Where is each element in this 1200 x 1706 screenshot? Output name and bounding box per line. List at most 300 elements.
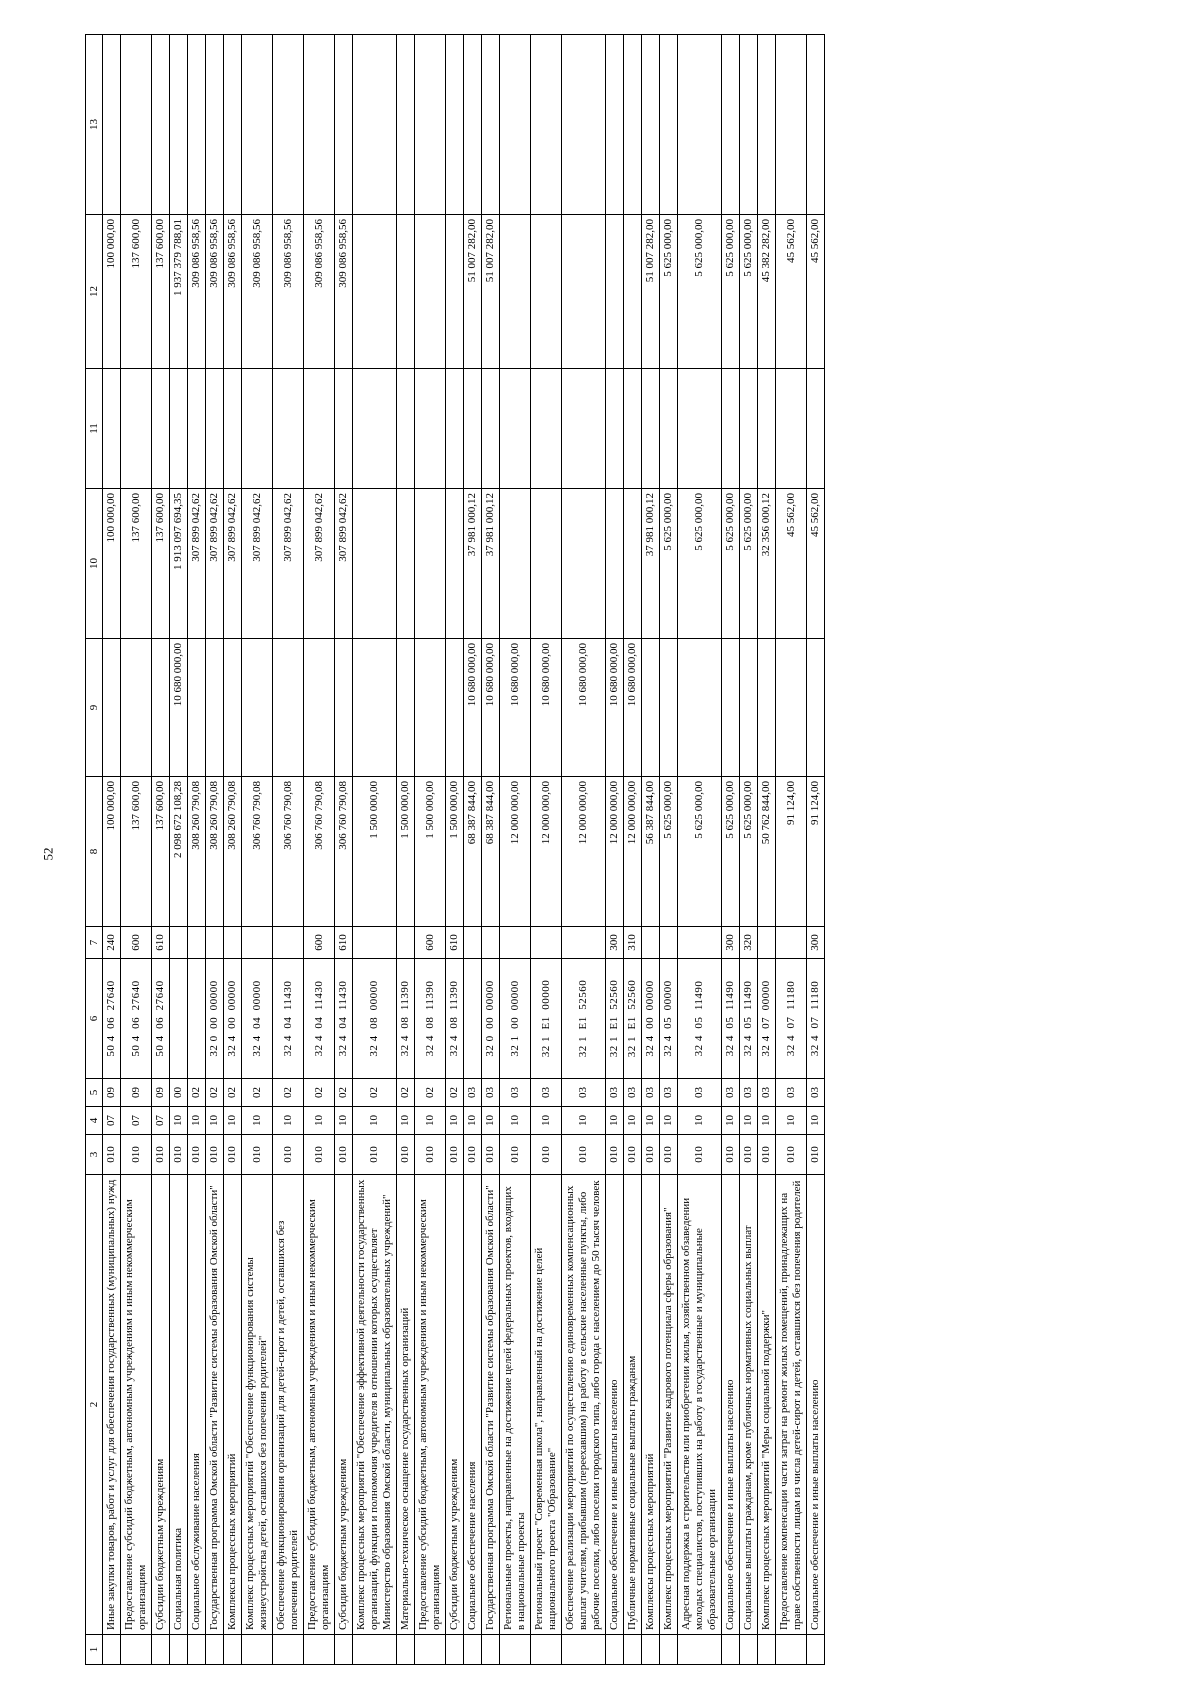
row-index-cell	[776, 1635, 807, 1665]
amount-col11-cell	[397, 369, 415, 489]
col-header: 10	[86, 489, 103, 639]
amount-col12-cell: 5 625 000,00	[722, 215, 740, 369]
table-row	[446, 35, 464, 1665]
amount-col8-cell: 1 500 000,00	[415, 777, 446, 927]
target-article-cell: 50 4 06 27640	[121, 959, 152, 1079]
amount-col10-cell	[397, 489, 415, 639]
amount-col12-cell: 309 086 958,56	[273, 215, 304, 369]
amount-col8-cell: 5 625 000,00	[740, 777, 758, 927]
table-row	[224, 35, 242, 1665]
target-article-cell: 32 4 08 11390	[397, 959, 415, 1079]
chapter-code-cell: 10	[446, 1107, 464, 1135]
row-name-cell: Предоставление субсидий бюджетным, автономным учреждениям и иным некоммерческим организациям	[415, 1175, 446, 1635]
amount-col8-cell: 137 600,00	[152, 777, 170, 927]
chapter-code-cell: 10	[776, 1107, 807, 1135]
amount-col12-cell: 309 086 958,56	[304, 215, 335, 369]
chapter-code-cell: 10	[606, 1107, 624, 1135]
amount-col13-cell	[152, 35, 170, 215]
row-index-cell	[353, 1635, 397, 1665]
amount-col9-cell: 10 680 000,00	[531, 639, 562, 777]
row-index-cell	[304, 1635, 335, 1665]
chapter-code-cell: 10	[224, 1107, 242, 1135]
row-name-cell: Комплекс процессных мероприятий "Обеспечение эффективной деятельности государственных организаций, функции и полномочия учредителя в отношении которых осуществляет Министерство образования Омской области, муниципальных образовательных учреждений"	[353, 1175, 397, 1635]
amount-col12-cell: 51 007 282,00	[464, 215, 482, 369]
rotated-budget-table-container	[85, 35, 1165, 1665]
amount-col10-cell: 307 899 042,62	[242, 489, 273, 639]
row-name-cell: Комплекс процессных мероприятий "Обеспечение функционирования системы жизнеустройства детей, оставшихся без попечения родителей"	[242, 1175, 273, 1635]
chapter-code-cell: 10	[415, 1107, 446, 1135]
amount-col13-cell	[531, 35, 562, 215]
amount-col10-cell: 32 356 000,12	[758, 489, 776, 639]
table-row	[121, 35, 152, 1665]
expense-type-cell	[482, 927, 500, 959]
amount-col13-cell	[188, 35, 206, 215]
col-header: 2	[86, 1175, 103, 1635]
amount-col11-cell	[121, 369, 152, 489]
amount-col8-cell: 50 762 844,00	[758, 777, 776, 927]
chapter-code-cell: 10	[464, 1107, 482, 1135]
row-name-cell: Предоставление субсидий бюджетным, автономным учреждениям и иным некоммерческим организациям	[121, 1175, 152, 1635]
amount-col9-cell	[188, 639, 206, 777]
amount-col10-cell	[531, 489, 562, 639]
amount-col13-cell	[353, 35, 397, 215]
expense-type-cell	[273, 927, 304, 959]
table-row	[740, 35, 758, 1665]
amount-col13-cell	[500, 35, 531, 215]
row-name-cell: Региональные проекты, направленные на достижение целей федеральных проектов, входящих в национальные проекты	[500, 1175, 531, 1635]
amount-col9-cell	[353, 639, 397, 777]
amount-col8-cell: 1 500 000,00	[353, 777, 397, 927]
subsection-code-cell: 09	[103, 1079, 121, 1107]
amount-col11-cell	[500, 369, 531, 489]
amount-col12-cell: 51 007 282,00	[642, 215, 660, 369]
amount-col10-cell: 1 913 097 694,35	[170, 489, 188, 639]
amount-col13-cell	[335, 35, 353, 215]
target-article-cell: 32 4 08 00000	[353, 959, 397, 1079]
amount-col12-cell	[624, 215, 642, 369]
table-row	[482, 35, 500, 1665]
expense-type-cell: 300	[807, 927, 825, 959]
amount-col9-cell: 10 680 000,00	[464, 639, 482, 777]
target-article-cell: 32 4 05 11490	[678, 959, 722, 1079]
amount-col9-cell	[660, 639, 678, 777]
section-code-cell: 010	[446, 1135, 464, 1175]
amount-col10-cell: 45 562,00	[776, 489, 807, 639]
expense-type-cell: 320	[740, 927, 758, 959]
col-header: 13	[86, 35, 103, 215]
table-row	[624, 35, 642, 1665]
amount-col9-cell	[242, 639, 273, 777]
target-article-cell	[464, 959, 482, 1079]
amount-col8-cell: 12 000 000,00	[562, 777, 606, 927]
amount-col13-cell	[206, 35, 224, 215]
expense-type-cell: 610	[335, 927, 353, 959]
table-row	[415, 35, 446, 1665]
row-name-cell: Предоставление компенсации части затрат на ремонт жилых помещений, принадлежащих на праве собственности лицам из числа детей-сирот и детей, оставшихся без попечения родителей	[776, 1175, 807, 1635]
amount-col10-cell: 5 625 000,00	[740, 489, 758, 639]
amount-col8-cell: 5 625 000,00	[722, 777, 740, 927]
amount-col12-cell: 5 625 000,00	[660, 215, 678, 369]
row-index-cell	[740, 1635, 758, 1665]
amount-col9-cell	[678, 639, 722, 777]
budget-table	[85, 34, 825, 1665]
amount-col12-cell: 5 625 000,00	[740, 215, 758, 369]
row-name-cell: Комплекс процессных мероприятий "Меры социальной поддержки"	[758, 1175, 776, 1635]
amount-col8-cell: 12 000 000,00	[531, 777, 562, 927]
amount-col9-cell	[446, 639, 464, 777]
amount-col11-cell	[531, 369, 562, 489]
row-index-cell	[562, 1635, 606, 1665]
amount-col11-cell	[242, 369, 273, 489]
amount-col8-cell: 68 387 844,00	[482, 777, 500, 927]
row-name-cell: Социальное обеспечение и иные выплаты населению	[807, 1175, 825, 1635]
subsection-code-cell: 03	[776, 1079, 807, 1107]
amount-col9-cell: 10 680 000,00	[606, 639, 624, 777]
row-index-cell	[758, 1635, 776, 1665]
amount-col9-cell	[722, 639, 740, 777]
row-index-cell	[415, 1635, 446, 1665]
chapter-code-cell: 10	[353, 1107, 397, 1135]
amount-col10-cell: 307 899 042,62	[335, 489, 353, 639]
col-header: 7	[86, 927, 103, 959]
chapter-code-cell: 10	[482, 1107, 500, 1135]
amount-col8-cell: 308 260 790,08	[224, 777, 242, 927]
subsection-code-cell: 03	[482, 1079, 500, 1107]
target-article-cell: 50 4 06 27640	[103, 959, 121, 1079]
chapter-code-cell: 10	[170, 1107, 188, 1135]
subsection-code-cell: 03	[500, 1079, 531, 1107]
amount-col11-cell	[304, 369, 335, 489]
amount-col10-cell: 307 899 042,62	[206, 489, 224, 639]
amount-col12-cell	[446, 215, 464, 369]
section-code-cell: 010	[722, 1135, 740, 1175]
amount-col9-cell	[740, 639, 758, 777]
row-name-cell: Субсидии бюджетным учреждениям	[446, 1175, 464, 1635]
amount-col13-cell	[722, 35, 740, 215]
row-index-cell	[335, 1635, 353, 1665]
amount-col13-cell	[415, 35, 446, 215]
row-index-cell	[531, 1635, 562, 1665]
amount-col10-cell: 100 000,00	[103, 489, 121, 639]
expense-type-cell	[776, 927, 807, 959]
amount-col9-cell	[776, 639, 807, 777]
amount-col10-cell: 307 899 042,62	[304, 489, 335, 639]
amount-col12-cell: 45 562,00	[807, 215, 825, 369]
subsection-code-cell: 09	[152, 1079, 170, 1107]
target-article-cell	[170, 959, 188, 1079]
amount-col8-cell: 68 387 844,00	[464, 777, 482, 927]
amount-col11-cell	[273, 369, 304, 489]
row-name-cell: Субсидии бюджетным учреждениям	[152, 1175, 170, 1635]
section-code-cell: 010	[224, 1135, 242, 1175]
amount-col13-cell	[776, 35, 807, 215]
chapter-code-cell: 10	[500, 1107, 531, 1135]
target-article-cell: 32 4 04 00000	[242, 959, 273, 1079]
amount-col10-cell	[606, 489, 624, 639]
table-row	[103, 35, 121, 1665]
target-article-cell: 32 4 07 11180	[807, 959, 825, 1079]
amount-col9-cell: 10 680 000,00	[500, 639, 531, 777]
section-code-cell: 010	[482, 1135, 500, 1175]
table-row	[206, 35, 224, 1665]
amount-col10-cell: 37 981 000,12	[642, 489, 660, 639]
amount-col13-cell	[807, 35, 825, 215]
amount-col12-cell: 309 086 958,56	[242, 215, 273, 369]
target-article-cell: 32 1 E1 00000	[531, 959, 562, 1079]
chapter-code-cell: 10	[304, 1107, 335, 1135]
subsection-code-cell: 03	[740, 1079, 758, 1107]
row-name-cell: Предоставление субсидий бюджетным, автономным учреждениям и иным некоммерческим организациям	[304, 1175, 335, 1635]
amount-col12-cell: 309 086 958,56	[188, 215, 206, 369]
section-code-cell: 010	[807, 1135, 825, 1175]
table-row	[335, 35, 353, 1665]
row-name-cell: Обеспечение реализации мероприятий по осуществлению единовременных компенсационных выплат учителям, прибывшим (переехавшим) на работу в сельские населенные пункты, либо рабочие поселки, либо поселки городского типа, либо города с населением до 50 тысяч человек	[562, 1175, 606, 1635]
amount-col11-cell	[678, 369, 722, 489]
amount-col10-cell: 45 562,00	[807, 489, 825, 639]
subsection-code-cell: 02	[224, 1079, 242, 1107]
section-code-cell: 010	[188, 1135, 206, 1175]
amount-col8-cell: 2 098 672 108,28	[170, 777, 188, 927]
expense-type-cell	[170, 927, 188, 959]
expense-type-cell	[353, 927, 397, 959]
table-row	[397, 35, 415, 1665]
amount-col13-cell	[606, 35, 624, 215]
target-article-cell: 32 4 08 11390	[446, 959, 464, 1079]
target-article-cell: 32 1 00 00000	[500, 959, 531, 1079]
expense-type-cell: 310	[624, 927, 642, 959]
section-code-cell: 010	[562, 1135, 606, 1175]
table-row	[304, 35, 335, 1665]
subsection-code-cell: 03	[624, 1079, 642, 1107]
amount-col10-cell: 307 899 042,62	[224, 489, 242, 639]
row-name-cell: Социальные выплаты гражданам, кроме публичных нормативных социальных выплат	[740, 1175, 758, 1635]
col-header: 11	[86, 369, 103, 489]
amount-col11-cell	[807, 369, 825, 489]
table-row	[152, 35, 170, 1665]
amount-col11-cell	[740, 369, 758, 489]
amount-col13-cell	[170, 35, 188, 215]
amount-col11-cell	[335, 369, 353, 489]
amount-col13-cell	[446, 35, 464, 215]
amount-col9-cell	[152, 639, 170, 777]
expense-type-cell: 600	[121, 927, 152, 959]
table-row	[660, 35, 678, 1665]
amount-col11-cell	[446, 369, 464, 489]
amount-col9-cell: 10 680 000,00	[562, 639, 606, 777]
row-name-cell: Социальное обеспечение и иные выплаты населению	[722, 1175, 740, 1635]
section-code-cell: 010	[304, 1135, 335, 1175]
subsection-code-cell: 02	[353, 1079, 397, 1107]
row-name-cell: Комплексы процессных мероприятий	[224, 1175, 242, 1635]
amount-col10-cell	[562, 489, 606, 639]
amount-col8-cell: 5 625 000,00	[660, 777, 678, 927]
amount-col8-cell: 306 760 790,08	[273, 777, 304, 927]
target-article-cell: 32 0 00 00000	[482, 959, 500, 1079]
expense-type-cell	[464, 927, 482, 959]
col-header: 5	[86, 1079, 103, 1107]
amount-col11-cell	[464, 369, 482, 489]
row-name-cell: Государственная программа Омской области "Развитие системы образования Омской области"	[206, 1175, 224, 1635]
chapter-code-cell: 10	[660, 1107, 678, 1135]
row-name-cell: Комплексы процессных мероприятий	[642, 1175, 660, 1635]
col-header: 1	[86, 1635, 103, 1665]
amount-col8-cell: 308 260 790,08	[188, 777, 206, 927]
amount-col10-cell: 37 981 000,12	[482, 489, 500, 639]
subsection-code-cell: 03	[642, 1079, 660, 1107]
amount-col13-cell	[464, 35, 482, 215]
expense-type-cell: 600	[415, 927, 446, 959]
amount-col8-cell: 91 124,00	[776, 777, 807, 927]
target-article-cell: 32 4 05 00000	[660, 959, 678, 1079]
expense-type-cell: 300	[606, 927, 624, 959]
amount-col11-cell	[642, 369, 660, 489]
table-row	[464, 35, 482, 1665]
target-article-cell: 32 4 05 11490	[722, 959, 740, 1079]
table-row	[722, 35, 740, 1665]
section-code-cell: 010	[170, 1135, 188, 1175]
amount-col9-cell	[335, 639, 353, 777]
chapter-code-cell: 10	[722, 1107, 740, 1135]
amount-col12-cell: 309 086 958,56	[335, 215, 353, 369]
section-code-cell: 010	[660, 1135, 678, 1175]
target-article-cell: 32 0 00 00000	[206, 959, 224, 1079]
section-code-cell: 010	[606, 1135, 624, 1175]
amount-col9-cell	[103, 639, 121, 777]
section-code-cell: 010	[103, 1135, 121, 1175]
expense-type-cell: 240	[103, 927, 121, 959]
row-name-cell: Комплекс процессных мероприятий "Развитие кадрового потенциала сферы образования"	[660, 1175, 678, 1635]
amount-col11-cell	[188, 369, 206, 489]
row-index-cell	[206, 1635, 224, 1665]
chapter-code-cell: 10	[562, 1107, 606, 1135]
target-article-cell	[188, 959, 206, 1079]
table-row	[273, 35, 304, 1665]
amount-col12-cell: 45 562,00	[776, 215, 807, 369]
col-header: 3	[86, 1135, 103, 1175]
amount-col12-cell: 5 625 000,00	[678, 215, 722, 369]
expense-type-cell: 300	[722, 927, 740, 959]
subsection-code-cell: 03	[660, 1079, 678, 1107]
row-index-cell	[397, 1635, 415, 1665]
row-index-cell	[446, 1635, 464, 1665]
amount-col11-cell	[170, 369, 188, 489]
target-article-cell: 32 1 E1 52560	[606, 959, 624, 1079]
row-index-cell	[152, 1635, 170, 1665]
row-name-cell: Социальное обслуживание населения	[188, 1175, 206, 1635]
subsection-code-cell: 03	[464, 1079, 482, 1107]
amount-col11-cell	[606, 369, 624, 489]
section-code-cell: 010	[758, 1135, 776, 1175]
row-name-cell: Иные закупки товаров, работ и услуг для обеспечения государственных (муниципальных) нужд	[103, 1175, 121, 1635]
amount-col9-cell	[273, 639, 304, 777]
row-name-cell: Субсидии бюджетным учреждениям	[335, 1175, 353, 1635]
amount-col12-cell: 51 007 282,00	[482, 215, 500, 369]
section-code-cell: 010	[464, 1135, 482, 1175]
row-index-cell	[121, 1635, 152, 1665]
row-index-cell	[678, 1635, 722, 1665]
subsection-code-cell: 03	[606, 1079, 624, 1107]
section-code-cell: 010	[531, 1135, 562, 1175]
amount-col13-cell	[740, 35, 758, 215]
col-header: 4	[86, 1107, 103, 1135]
chapter-code-cell: 10	[273, 1107, 304, 1135]
chapter-code-cell: 10	[397, 1107, 415, 1135]
amount-col13-cell	[642, 35, 660, 215]
table-row	[776, 35, 807, 1665]
section-code-cell: 010	[678, 1135, 722, 1175]
amount-col12-cell: 1 937 379 788,01	[170, 215, 188, 369]
section-code-cell: 010	[642, 1135, 660, 1175]
amount-col13-cell	[224, 35, 242, 215]
amount-col12-cell	[562, 215, 606, 369]
row-index-cell	[188, 1635, 206, 1665]
target-article-cell: 32 4 00 00000	[642, 959, 660, 1079]
chapter-code-cell: 10	[206, 1107, 224, 1135]
col-header: 9	[86, 639, 103, 777]
amount-col13-cell	[273, 35, 304, 215]
chapter-code-cell: 10	[758, 1107, 776, 1135]
subsection-code-cell: 02	[304, 1079, 335, 1107]
row-name-cell: Публичные нормативные социальные выплаты гражданам	[624, 1175, 642, 1635]
target-article-cell: 32 4 00 00000	[224, 959, 242, 1079]
table-row	[170, 35, 188, 1665]
subsection-code-cell: 02	[273, 1079, 304, 1107]
amount-col10-cell: 5 625 000,00	[678, 489, 722, 639]
expense-type-cell	[397, 927, 415, 959]
subsection-code-cell: 09	[121, 1079, 152, 1107]
amount-col8-cell: 100 000,00	[103, 777, 121, 927]
target-article-cell: 32 4 07 00000	[758, 959, 776, 1079]
section-code-cell: 010	[353, 1135, 397, 1175]
row-index-cell	[103, 1635, 121, 1665]
section-code-cell: 010	[776, 1135, 807, 1175]
row-name-cell: Региональный проект "Современная школа", направленный на достижение целей национального проекта "Образование"	[531, 1175, 562, 1635]
table-row	[606, 35, 624, 1665]
row-index-cell	[642, 1635, 660, 1665]
amount-col11-cell	[482, 369, 500, 489]
amount-col13-cell	[624, 35, 642, 215]
expense-type-cell: 610	[152, 927, 170, 959]
row-index-cell	[464, 1635, 482, 1665]
expense-type-cell	[242, 927, 273, 959]
amount-col13-cell	[304, 35, 335, 215]
row-index-cell	[224, 1635, 242, 1665]
expense-type-cell	[531, 927, 562, 959]
chapter-code-cell: 10	[740, 1107, 758, 1135]
amount-col9-cell	[224, 639, 242, 777]
amount-col13-cell	[660, 35, 678, 215]
amount-col10-cell	[446, 489, 464, 639]
amount-col10-cell: 307 899 042,62	[188, 489, 206, 639]
section-code-cell: 010	[740, 1135, 758, 1175]
section-code-cell: 010	[397, 1135, 415, 1175]
expense-type-cell	[224, 927, 242, 959]
amount-col13-cell	[242, 35, 273, 215]
amount-col13-cell	[482, 35, 500, 215]
chapter-code-cell: 10	[335, 1107, 353, 1135]
target-article-cell: 32 4 04 11430	[335, 959, 353, 1079]
amount-col11-cell	[103, 369, 121, 489]
amount-col8-cell: 5 625 000,00	[678, 777, 722, 927]
amount-col12-cell	[353, 215, 397, 369]
amount-col8-cell: 12 000 000,00	[624, 777, 642, 927]
chapter-code-cell: 07	[152, 1107, 170, 1135]
amount-col11-cell	[660, 369, 678, 489]
row-index-cell	[722, 1635, 740, 1665]
amount-col13-cell	[121, 35, 152, 215]
subsection-code-cell: 03	[562, 1079, 606, 1107]
amount-col9-cell: 10 680 000,00	[624, 639, 642, 777]
